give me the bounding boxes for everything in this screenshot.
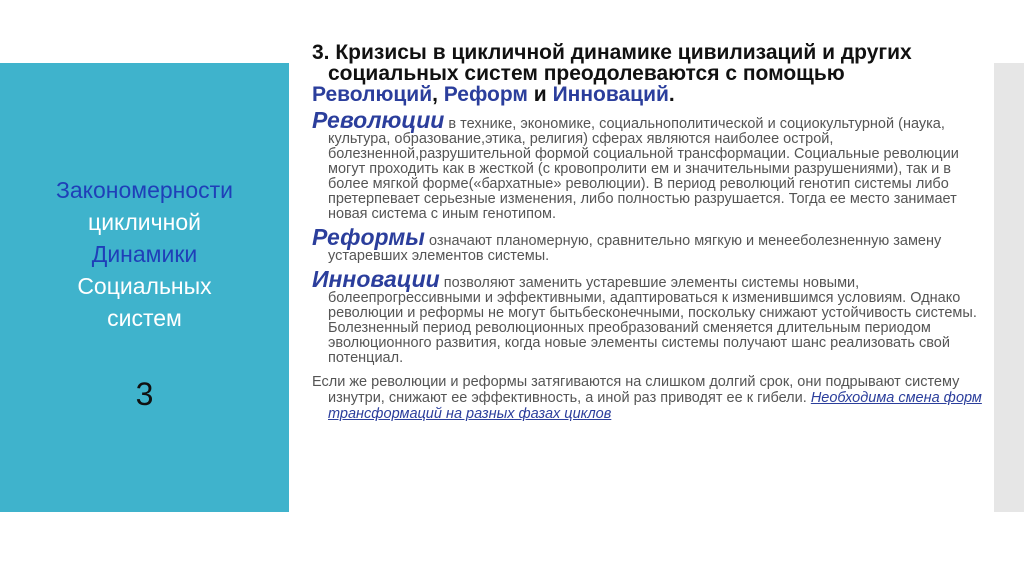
sidebar-title-line: Динамики [91, 241, 198, 267]
heading-term-innovations: Инноваций [552, 83, 669, 106]
paragraph-text: позволяют заменить устаревшие элементы системы новыми, болеепрогрессивными и эффективными, адаптироваться к изменившимся условиям. Однако революции и реформы не могут бытьбесконечными, поскольку снижают устойчивость системы. Болезненный период революционных преобразований сменяется длительным периодом эволюционного развития, когда новые элементы системы получают шанс реализовать свой потенциал. [328, 275, 977, 366]
slide-heading [312, 42, 992, 105]
heading-term-reforms: Реформ [443, 83, 528, 106]
heading-separator: , [432, 83, 444, 106]
heading-end: . [668, 83, 675, 106]
heading-separator: и [527, 83, 553, 106]
slide-content [312, 42, 992, 422]
right-decor-strip [994, 63, 1024, 512]
sidebar-title-line: Закономерности [55, 177, 234, 203]
sidebar-title-line: цикличной [88, 209, 201, 235]
sidebar-title-line: Социальных [77, 273, 212, 299]
term-reforms: Реформы [312, 224, 425, 250]
term-innovations: Инновации [312, 266, 440, 292]
paragraph-text: в технике, экономике, социальнополитической и социокультурной (наука, культура, образование,этика, религия) сферах являются наиболее острой, болезненной,разрушительной формой социальной трансформации. Социальные революции могут проходить как в жесткой (с кровопролити ем и значительными разрушениями), так и в более мягкой форме(«бархатные» революции). В период революций генотип системы либо претерпевает серьезные изменения, либо полностью разрушается. Тогда ее место занимает новая система с иным генотипом. [328, 116, 959, 222]
paragraph-revolutions [312, 107, 992, 222]
paragraph-reforms [312, 224, 992, 264]
sidebar-title-line: систем [107, 305, 182, 331]
heading-terms [312, 83, 992, 106]
paragraph-innovations [312, 266, 992, 366]
paragraph-text: Если же революции и реформы затягиваются на слишком долгий срок, они подрывают систему изнутри, снижают ее эффективность, а иной раз приводят ее к гибели. [312, 374, 960, 406]
term-revolutions: Революции [312, 107, 445, 133]
paragraph-text: означают планомерную, сравнительно мягкую и менееболезненную замену устаревших элементов системы. [328, 233, 942, 264]
heading-text: 3. Кризисы в цикличной динамике цивилизаций и других социальных систем преодолеваются с помощью [312, 41, 912, 85]
slide-number: 3 [135, 376, 154, 412]
sidebar-title [0, 174, 289, 334]
heading-term-revolutions: Революций [312, 83, 433, 106]
closing-link[interactable]: Необходима смена форм трансформаций на разных фазах циклов [328, 390, 982, 422]
paragraph-closing [312, 374, 992, 422]
